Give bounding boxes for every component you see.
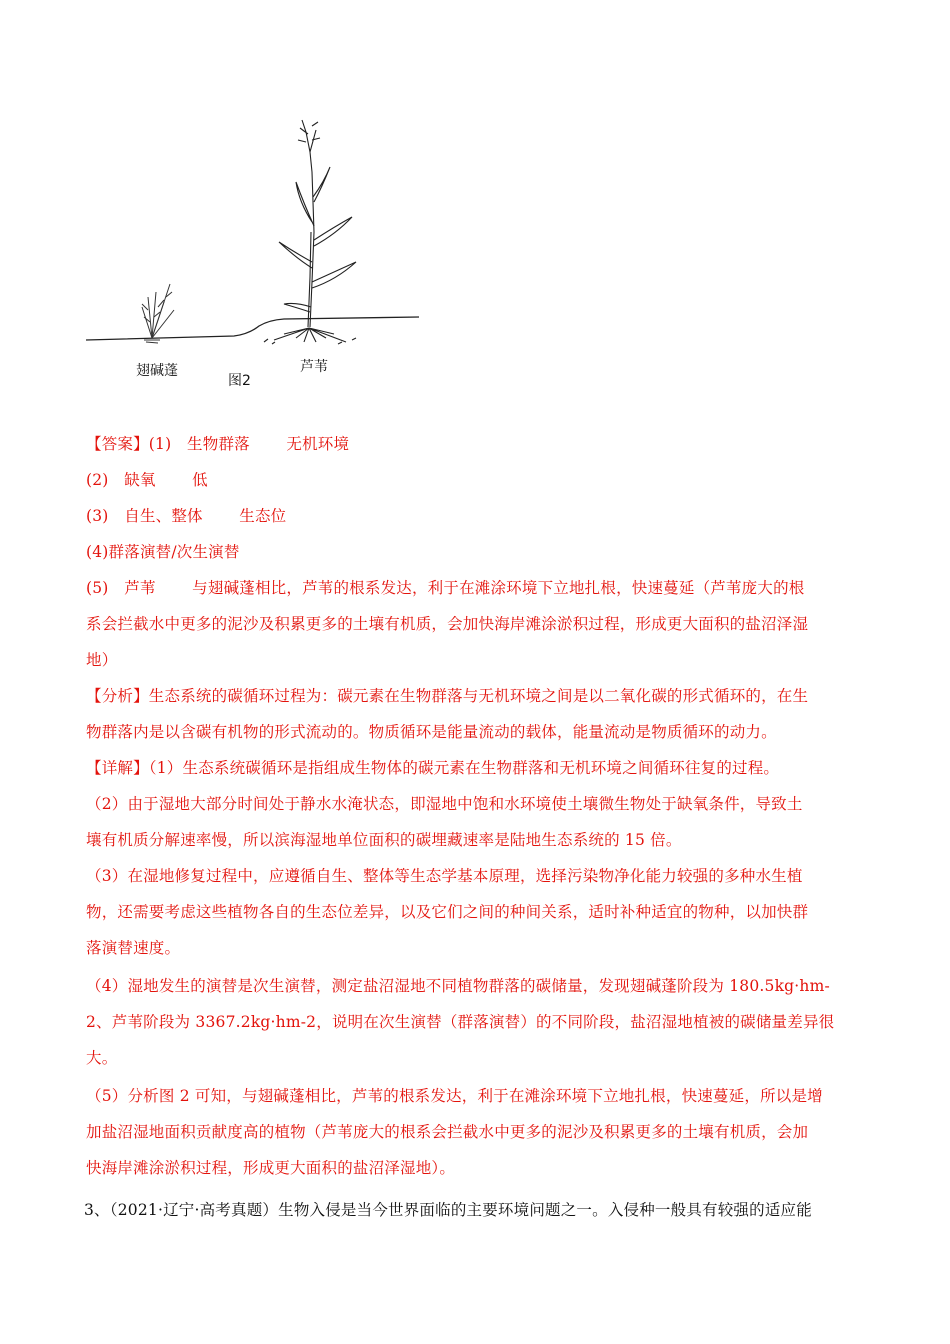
detail-line: 物，还需要考虑这些植物各自的生态位差异，以及它们之间的种间关系，适时补种适宜的物种，以加快群 [86, 903, 809, 921]
detail-line: 快海岸滩涂淤积过程，形成更大面积的盐沼泽湿地）。 [86, 1159, 456, 1177]
answer-line: (3) 自生、整体 生态位 [86, 507, 287, 525]
detail-line: （5）分析图 2 可知，与翅碱蓬相比，芦苇的根系发达，利于在滩涂环境下立地扎根，快速蔓延，所以是增 [86, 1087, 823, 1105]
detail-line: 落演替速度。 [86, 939, 181, 957]
analysis-line: 【分析】生态系统的碳循环过程为：碳元素在生物群落与无机环境之间是以二氧化碳的形式循环的，在生 [86, 687, 809, 705]
detail-line: 【详解】（1）生态系统碳循环是指组成生物体的碳元素在生物群落和无机环境之间循环往复的过程。 [86, 759, 780, 777]
detail-line: 2、芦苇阶段为 3367.2kg·hm-2，说明在次生演替（群落演替）的不同阶段，盐沼湿地植被的碳储量差异很 [86, 1013, 835, 1031]
next-question-line: 3、（2021·辽宁·高考真题）生物入侵是当今世界面临的主要环境问题之一。入侵种一般具有较强的适应能 [84, 1201, 812, 1219]
analysis-line: 物群落内是以含碳有机物的形式流动的。物质循环是能量流动的载体，能量流动是物质循环的动力。 [86, 723, 777, 741]
detail-line: （2）由于湿地大部分时间处于静水水淹状态，即湿地中饱和水环境使土壤微生物处于缺氧条件，导致土 [86, 795, 803, 813]
suaeda-plant-drawing [142, 284, 174, 343]
detail-line: 加盐沼湿地面积贡献度高的植物（芦苇庞大的根系会拦截水中更多的泥沙及积累更多的土壤有机质，会加 [86, 1123, 809, 1141]
detail-line: 壤有机质分解速率慢，所以滨海湿地单位面积的碳埋藏速率是陆地生态系统的 15 倍。 [86, 831, 682, 849]
label-reed: 芦苇 [300, 359, 328, 375]
answer-line: (4)群落演替/次生演替 [86, 543, 240, 561]
answer-line: (5) 芦苇 与翅碱蓬相比，芦苇的根系发达，利于在滩涂环境下立地扎根，快速蔓延（芦苇庞大的根 [86, 579, 805, 597]
label-suaeda: 翅碱蓬 [136, 363, 178, 379]
answer-line: 【答案】(1) 生物群落 无机环境 [86, 435, 350, 453]
reed-plant-drawing [264, 120, 356, 344]
answer-line: (2) 缺氧 低 [86, 471, 208, 489]
detail-line: （4）湿地发生的演替是次生演替，测定盐沼湿地不同植物群落的碳储量，发现翅碱蓬阶段为 180.5kg·hm- [86, 977, 830, 995]
answer-line: 地） [86, 651, 118, 669]
detail-line: （3）在湿地修复过程中，应遵循自生、整体等生态学基本原理，选择污染物净化能力较强的多种水生植 [86, 867, 803, 885]
answer-line: 系会拦截水中更多的泥沙及积累更多的土壤有机质，会加快海岸滩涂淤积过程，形成更大面积的盐沼泽湿 [86, 615, 809, 633]
detail-line: 大。 [86, 1049, 118, 1067]
ground-line [86, 317, 419, 340]
figure-2 [84, 112, 434, 392]
figure-caption: 图2 [228, 373, 251, 389]
plant-illustration [84, 112, 434, 392]
